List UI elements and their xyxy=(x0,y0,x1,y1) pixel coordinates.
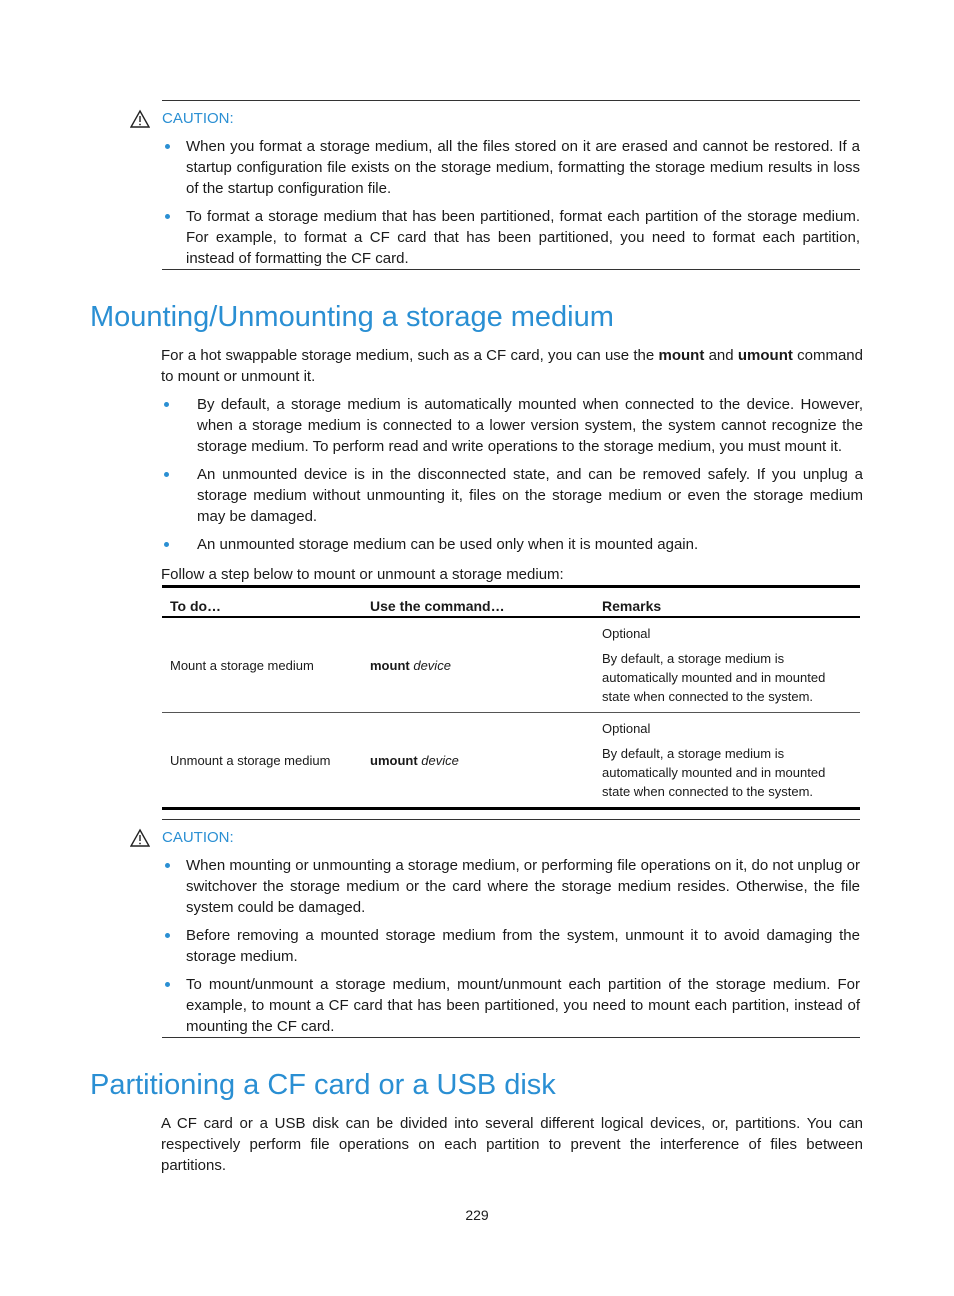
col-header-command: Use the command… xyxy=(362,587,594,618)
table-lead: Follow a step below to mount or unmount a storage medium: xyxy=(161,566,564,583)
page-number: 229 xyxy=(465,1207,489,1223)
caution-box-mount xyxy=(162,819,860,1038)
table-row xyxy=(162,713,860,809)
caution-list xyxy=(162,136,860,276)
caution-label: CAUTION: xyxy=(162,829,234,846)
section-title-partitioning: Partitioning a CF card or a USB disk xyxy=(90,1069,556,1101)
table-row xyxy=(162,617,860,713)
cell-todo: Mount a storage medium xyxy=(162,617,362,713)
warning-triangle-icon xyxy=(130,109,150,129)
bullet-icon xyxy=(165,982,170,987)
cell-command: umount device xyxy=(362,713,594,809)
col-header-remarks: Remarks xyxy=(594,587,860,618)
list-item: To mount/unmount a storage medium, mount/unmount each partition of the storage medium. For example, to mount a CF card that has been partitioned, you need to mount each partition, instead of mounting the CF card. xyxy=(162,974,860,1037)
caution-list xyxy=(162,855,860,1044)
col-header-todo: To do… xyxy=(162,587,362,618)
list-item: By default, a storage medium is automatically mounted when connected to the device. However, when a storage medium is connected to a lower version system, the system cannot recognize the storage medium. To perform read and write operations to the storage medium, you must mount it. xyxy=(161,394,863,457)
bullet-icon xyxy=(164,402,169,407)
caution-box-format xyxy=(162,100,860,270)
caution-label: CAUTION: xyxy=(162,110,234,127)
cell-todo: Unmount a storage medium xyxy=(162,713,362,809)
cell-command: mount device xyxy=(362,617,594,713)
bullet-list xyxy=(161,394,863,562)
list-item: Before removing a mounted storage medium from the system, unmount it to avoid damaging the storage medium. xyxy=(162,925,860,967)
keyword-umount: umount xyxy=(737,347,793,364)
bullet-icon xyxy=(165,214,170,219)
keyword-mount: mount xyxy=(658,347,705,364)
table-header-row xyxy=(162,587,860,618)
cell-remarks: Optional By default, a storage medium is automatically mounted and in mounted state when connected to the system. xyxy=(594,713,860,809)
section-text-partitioning: A CF card or a USB disk can be divided into several different logical devices, or, partitions. You can respectively perform file operations on each partition to prevent the interference of files between partitions. xyxy=(161,1115,863,1174)
bullet-icon xyxy=(165,863,170,868)
bullet-icon xyxy=(165,933,170,938)
bullet-icon xyxy=(165,144,170,149)
list-item: An unmounted storage medium can be used only when it is mounted again. xyxy=(161,534,863,555)
bullet-icon xyxy=(164,542,169,547)
command-table xyxy=(162,585,860,810)
section-title-mounting: Mounting/Unmounting a storage medium xyxy=(90,301,614,333)
warning-triangle-icon xyxy=(130,828,150,848)
bullet-icon xyxy=(164,472,169,477)
list-item: When you format a storage medium, all the files stored on it are erased and cannot be restored. If a startup configuration file exists on the storage medium, formatting the storage medium results in loss of the startup configuration file. xyxy=(162,136,860,199)
list-item: An unmounted device is in the disconnected state, and can be removed safely. If you unplug a storage medium without unmounting it, files on the storage medium or even the storage medium may be damaged. xyxy=(161,464,863,527)
list-item: To format a storage medium that has been partitioned, format each partition of the storage medium. For example, to format a CF card that has been partitioned, you need to format each partition, instead of formatting the CF card. xyxy=(162,206,860,269)
list-item: When mounting or unmounting a storage medium, or performing file operations on it, do not unplug or switchover the storage medium or the card where the storage medium resides. Otherwise, the file system could be damaged. xyxy=(162,855,860,918)
cell-remarks: Optional By default, a storage medium is automatically mounted and in mounted state when connected to the system. xyxy=(594,617,860,713)
section-intro: For a hot swappable storage medium, such as a CF card, you can use the mount and umount command to mount or unmount it. xyxy=(161,347,863,385)
